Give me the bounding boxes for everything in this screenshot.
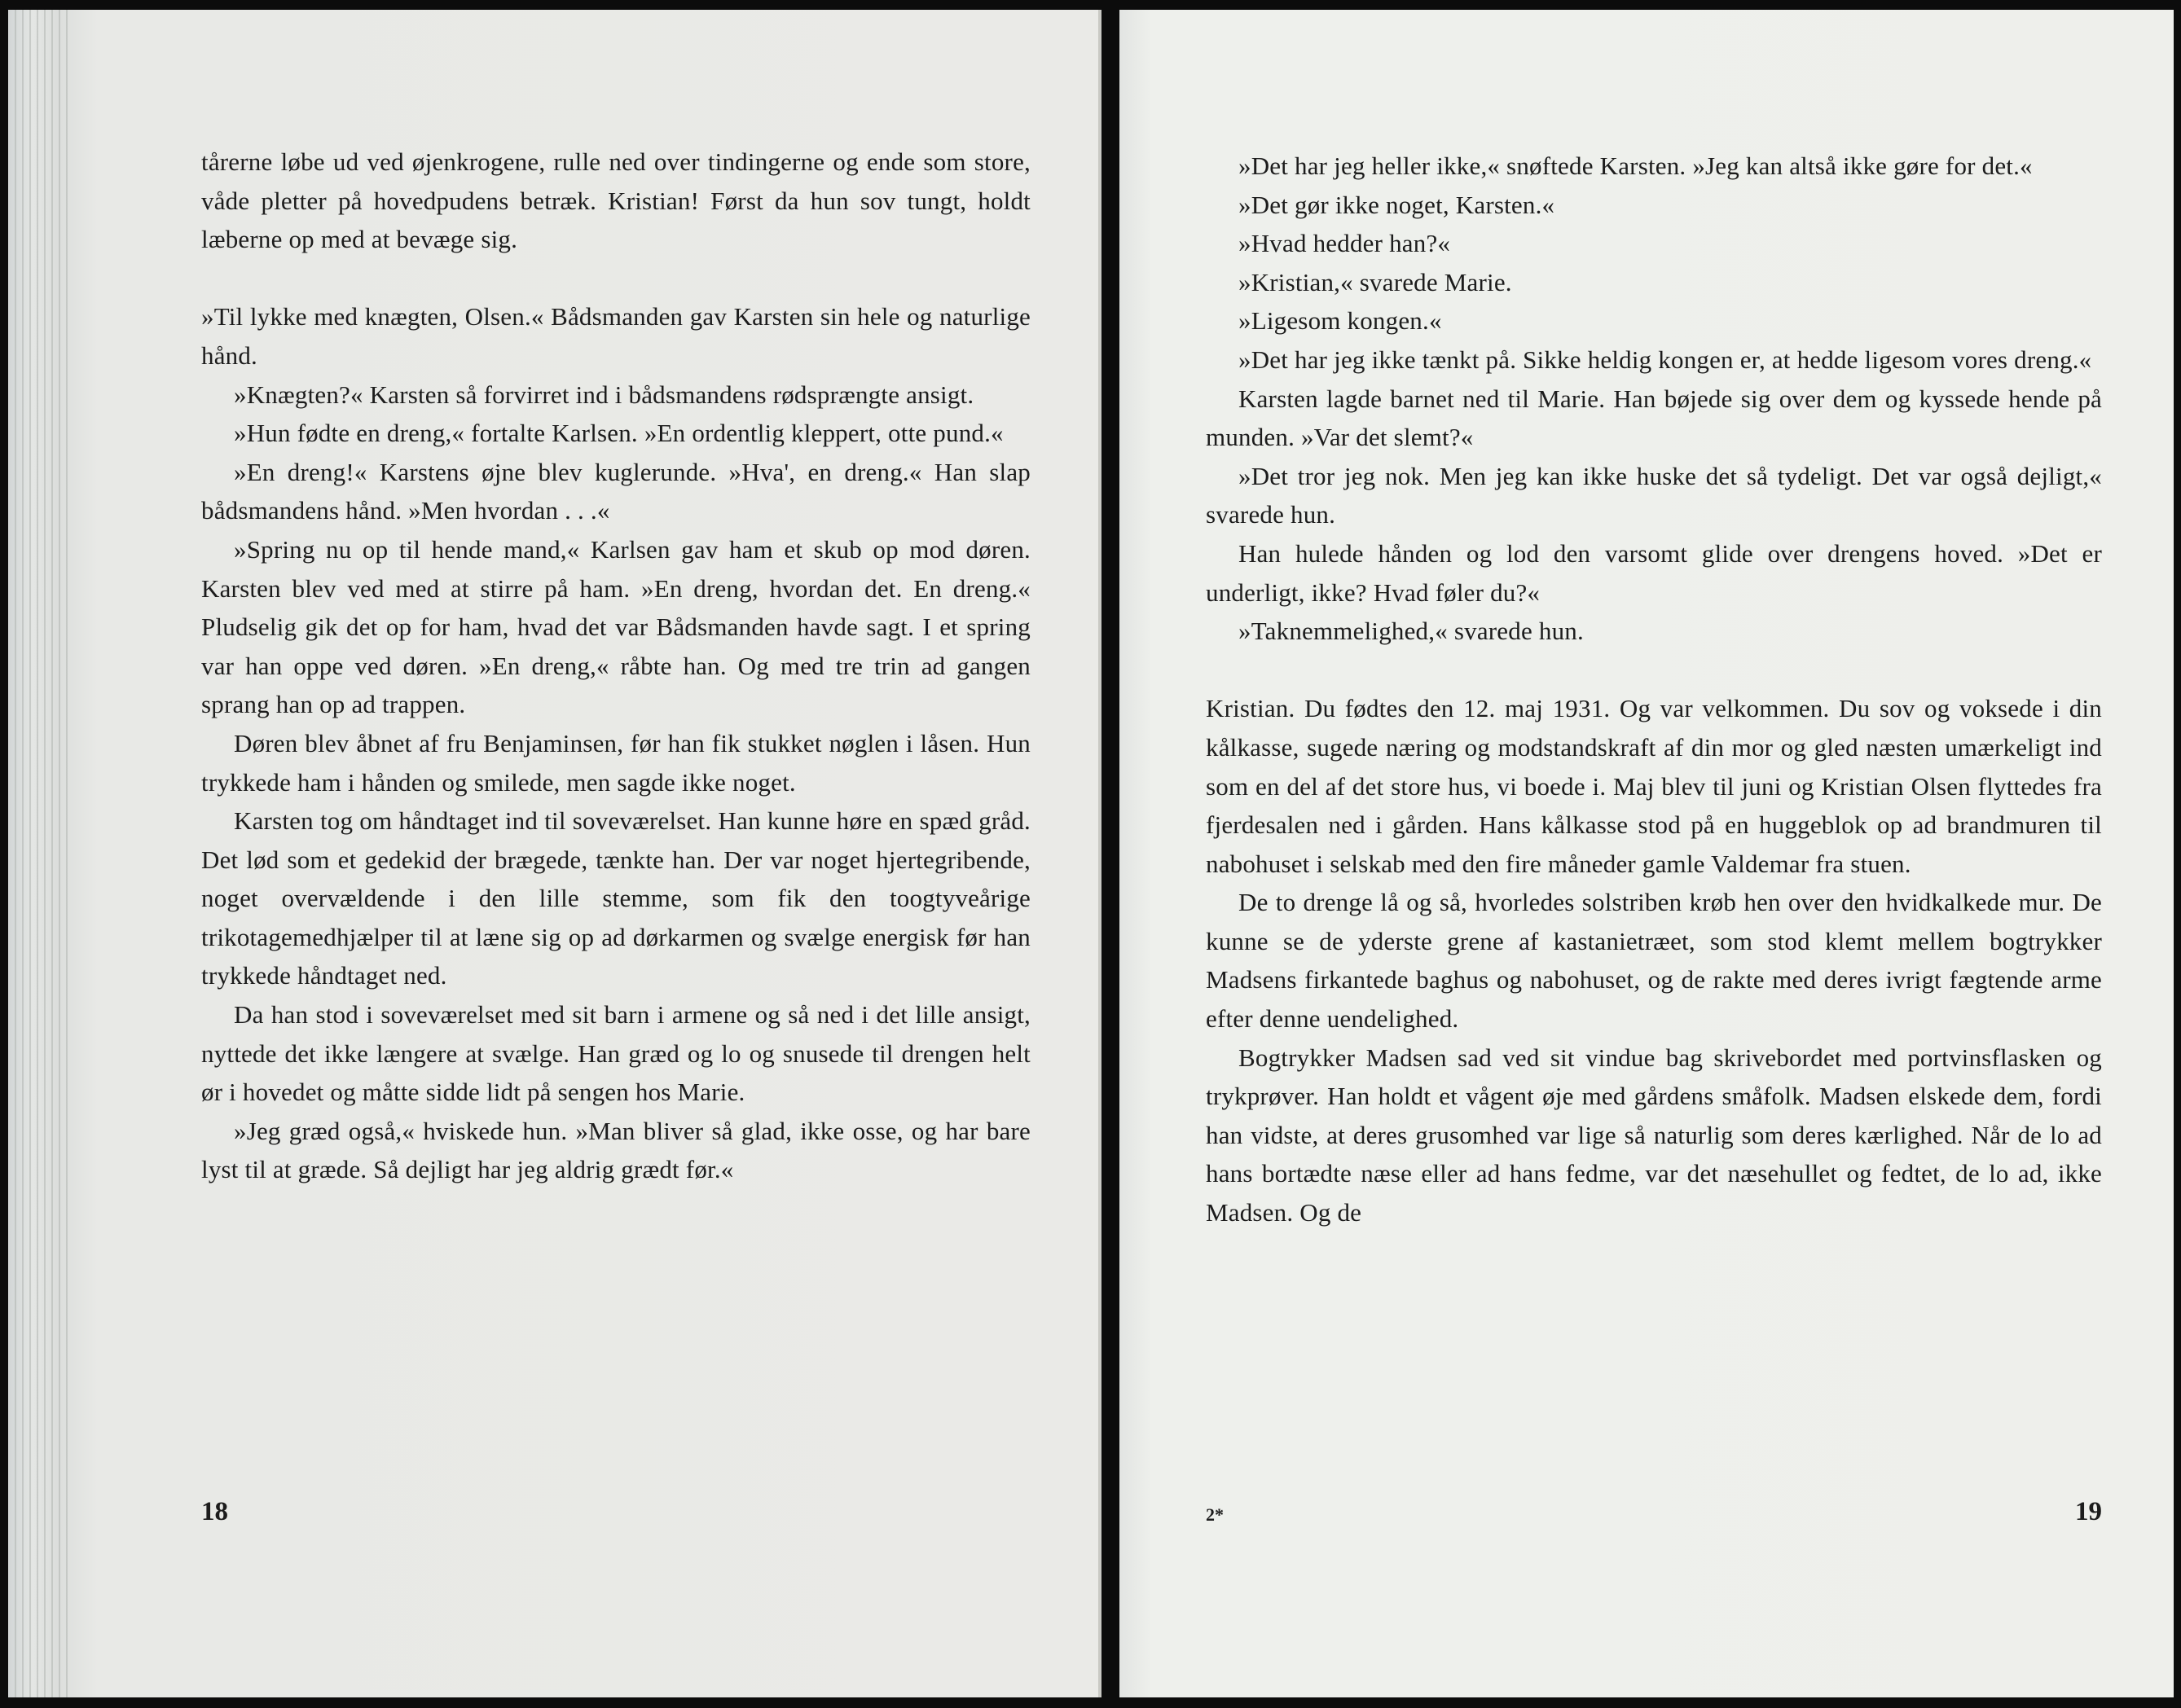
paragraph: Han hulede hånden og lod den varsomt glide over drengens hoved. »Det er underligt, ikke? Hvad føler du?« xyxy=(1206,538,2102,607)
paragraph: tårerne løbe ud ved øjenkrogene, rulle ned over tindingerne og ende som store, våde pletter på hovedpudens betræk. Kristian! Først da hun sov tungt, holdt læberne op med at bevæge sig. xyxy=(201,147,1031,254)
left-page xyxy=(8,10,1101,1697)
page-number: 19 xyxy=(2075,1497,2102,1526)
paragraph: De to drenge lå og så, hvorledes solstriben krøb hen over den hvidkalkede mur. De kunne se de yderste grene af kastanietræet, som stod klemt mellem bogtrykker Madsens firkantede baghus og nabohuset, og de rakte med deres ivrigt fægtende arme efter denne uendelighed. xyxy=(1206,888,2102,1034)
paragraph: »En dreng!« Karstens øjne blev kuglerunde. »Hva', en dreng.« Han slap bådsmandens hånd. »Men hvordan . . .« xyxy=(201,457,1031,525)
paragraph: »Det gør ikke noget, Karsten.« xyxy=(1238,190,1555,219)
paragraph: Døren blev åbnet af fru Benjaminsen, før han fik stukket nøglen i låsen. Hun trykkede ham i hånden og smilede, men sagde ikke noget. xyxy=(201,728,1031,797)
right-page xyxy=(1119,10,2174,1697)
paragraph: »Jeg græd også,« hviskede hun. »Man bliver så glad, ikke osse, og har bare lyst til at græde. Så dejligt har jeg aldrig grædt før.« xyxy=(201,1116,1031,1184)
paragraph: »Det har jeg ikke tænkt på. Sikke heldig kongen er, at hedde ligesom vores dreng.« xyxy=(1238,345,2092,374)
right-page-text xyxy=(1206,147,2102,1232)
left-page-text xyxy=(201,143,1031,1189)
paragraph: Karsten lagde barnet ned til Marie. Han bøjede sig over dem og kyssede hende på munden. »Var det slemt?« xyxy=(1206,384,2102,452)
book-spine-edge xyxy=(15,10,72,1697)
paragraph: Kristian. Du fødtes den 12. maj 1931. Og var velkommen. Du sov og voksede i din kålkasse, sugede næring og modstandskraft af din mor og gled næsten umærkeligt ind som en del af det store hus, vi boede i. Maj blev til juni og Kristian Olsen flyttedes fra fjerdesalen ned i gården. Hans kålkasse stod på en huggeblok op ad brandmuren til nabohuset i selskab med den fire måneder gamle Valdemar fra stuen. xyxy=(1206,694,2102,878)
section-break xyxy=(201,259,1031,298)
paragraph: »Det tror jeg nok. Men jeg kan ikke huske det så tydeligt. Det var også dejligt,« svarede hun. xyxy=(1206,461,2102,529)
paragraph: »Ligesom kongen.« xyxy=(1238,306,1442,336)
paragraph: »Taknemmelighed,« svarede hun. xyxy=(1238,617,1584,646)
paragraph: Bogtrykker Madsen sad ved sit vindue bag skrivebordet med portvinsflasken og trykprøver. Han holdt et vågent øje med gårdens småfolk. Madsen elskede dem, fordi han vidste, at deres grusomhed var lige så naturlig som deres kærlighed. Når de lo ad hans bortædte næse eller ad hans fedme, var det næsehullet og fedtet, de lo ad, ikke Madsen. Og de xyxy=(1206,1043,2102,1227)
paragraph: »Til lykke med knægten, Olsen.« Bådsmanden gav Karsten sin hele og naturlige hånd. xyxy=(201,302,1031,370)
paragraph: »Hun fødte en dreng,« fortalte Karlsen. »En ordentlig kleppert, otte pund.« xyxy=(234,419,1004,448)
paragraph: »Hvad hedder han?« xyxy=(1238,229,1451,258)
section-break xyxy=(1206,651,2102,690)
paragraph: »Det har jeg heller ikke,« snøftede Karsten. »Jeg kan altså ikke gøre for det.« xyxy=(1238,151,2033,180)
page-number: 18 xyxy=(201,1497,228,1526)
paragraph: »Knægten?« Karsten så forvirret ind i bådsmandens rødsprængte ansigt. xyxy=(234,380,974,409)
paragraph: Da han stod i soveværelset med sit barn i armene og så ned i det lille ansigt, nyttede det ikke længere at svælge. Han græd og lo og snusede til drengen helt ør i hovedet og måtte sidde lidt på sengen hos Marie. xyxy=(201,1000,1031,1107)
paragraph: Karsten tog om håndtaget ind til soveværelset. Han kunne høre en spæd gråd. Det lød som et gedekid der brægede, tænkte han. Der var noget hjertegribende, noget overvældende i den lille stemme, som fik den toogtyveårige trikotagemedhjælper til at læne sig op ad dørkarmen og svælge energisk før han trykkede håndtaget ned. xyxy=(201,806,1031,990)
signature-mark: 2* xyxy=(1206,1504,1224,1525)
paragraph: »Kristian,« svarede Marie. xyxy=(1238,267,1512,296)
paragraph: »Spring nu op til hende mand,« Karlsen gav ham et skub op mod døren. Karsten blev ved med at stirre på ham. »En dreng, hvordan det. En dreng.« Pludselig gik det op for ham, hvad det var Bådsmanden havde sagt. I et spring var han oppe ved døren. »En dreng,« råbte han. Og med tre trin ad gangen sprang han op ad trappen. xyxy=(201,534,1031,719)
